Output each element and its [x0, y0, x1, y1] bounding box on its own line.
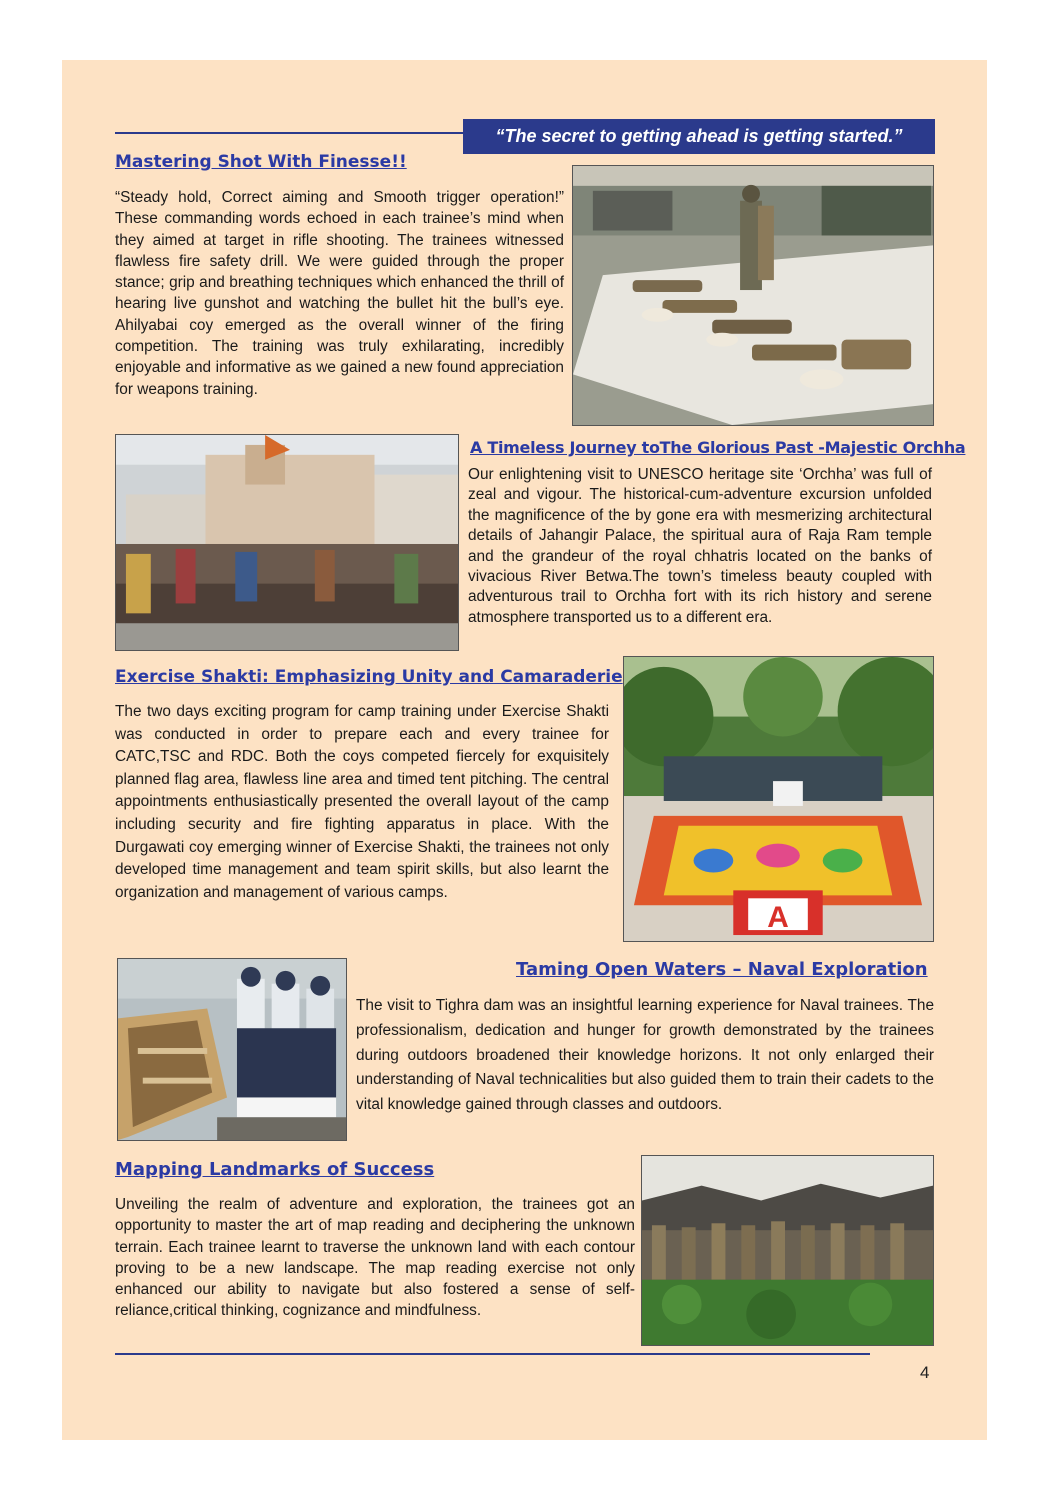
section-body-shooting: “Steady hold, Correct aiming and Smooth trigger operation!” These commanding words echoed in each trainee’s mind when they aimed at target in rifle shooting. The trainees witnessed flawless fire safety drill. We were guided through the proper stance; grip and breathing techniques which enhanced the thrill of hearing live gunshot and watching the bullet hit the bull’s eye. Ahilyabai coy emerged as the overall winner of the firing competition. The training was truly exhilarating, incredibly enjoyable and informative as we gained a new found appreciation for weapons training. [115, 189, 564, 398]
section-title-mapping: Mapping Landmarks of Success [115, 1159, 435, 1180]
bottom-rule [115, 1353, 870, 1355]
section-title-shooting: Mastering Shot With Finesse!! [115, 152, 407, 172]
photo-camp-rangoli [623, 656, 934, 942]
photo-rifle-shooting [572, 165, 934, 426]
photo-orchha-group [115, 434, 459, 651]
photo-map-reading [641, 1155, 934, 1346]
section-title-naval: Taming Open Waters – Naval Exploration [516, 959, 928, 980]
rangoli-letter: A [767, 901, 789, 935]
section-body-orchha: Our enlightening visit to UNESCO heritage site ‘Orchha’ was full of zeal and vigour. The historical-cum-adventure excursion unfolded the magnificence of the by gone era with mesmerizing architectural details of Jahangir Palace, the spiritual aura of Raja Ram temple and the grandeur of the royal chhatris located on the banks of vivacious River Betwa.The town’s timeless beauty coupled with adventurous trail to Orchha fort with its rich history and serene atmosphere transported us to a different era. [468, 466, 932, 626]
photo-naval-boat [117, 958, 347, 1141]
section-title-orchha: A Timeless Journey toThe Glorious Past -Majestic Orchha [470, 438, 966, 457]
section-title-shakti: Exercise Shakti: Emphasizing Unity and Camaraderie [115, 667, 623, 687]
section-body-naval: The visit to Tighra dam was an insightful learning experience for Naval trainees. The professionalism, dedication and hunger for growth demonstrated by the trainees during outdoors broadened their knowledge horizons. It not only enlarged their understanding of Naval technicalities but also guided them to train their cadets to the vital knowledge gained through classes and outdoors. [356, 997, 934, 1114]
section-body-mapping: Unveiling the realm of adventure and exploration, the trainees got an opportunity to master the art of map reading and deciphering the unknown terrain. Each trainee learnt to traverse the unknown land with each contour proving to be a new landscape. The map reading exercise not only enhanced our ability to navigate but also fostered a sense of self-reliance,critical thinking, cognizance and mindfulness. [115, 1196, 635, 1320]
top-rule [115, 132, 465, 134]
section-body-shakti: The two days exciting program for camp training under Exercise Shakti was conducted in order to prepare each and every trainee for CATC,TSC and RDC. Both the coys competed fiercely for exquisitely planned flag area, flawless line area and timed tent pitching. The central appointments enthusiastically presented the overall layout of the camp including security and fire fighting apparatus in place. With the Durgawati coy emerging winner of Exercise Shakti, the trainees not only developed time management and team spirit skills, but also learnt the organization and management of various camps. [115, 703, 609, 901]
quote-banner: “The secret to getting ahead is getting started.” [463, 119, 935, 154]
page-number: 4 [920, 1363, 930, 1382]
